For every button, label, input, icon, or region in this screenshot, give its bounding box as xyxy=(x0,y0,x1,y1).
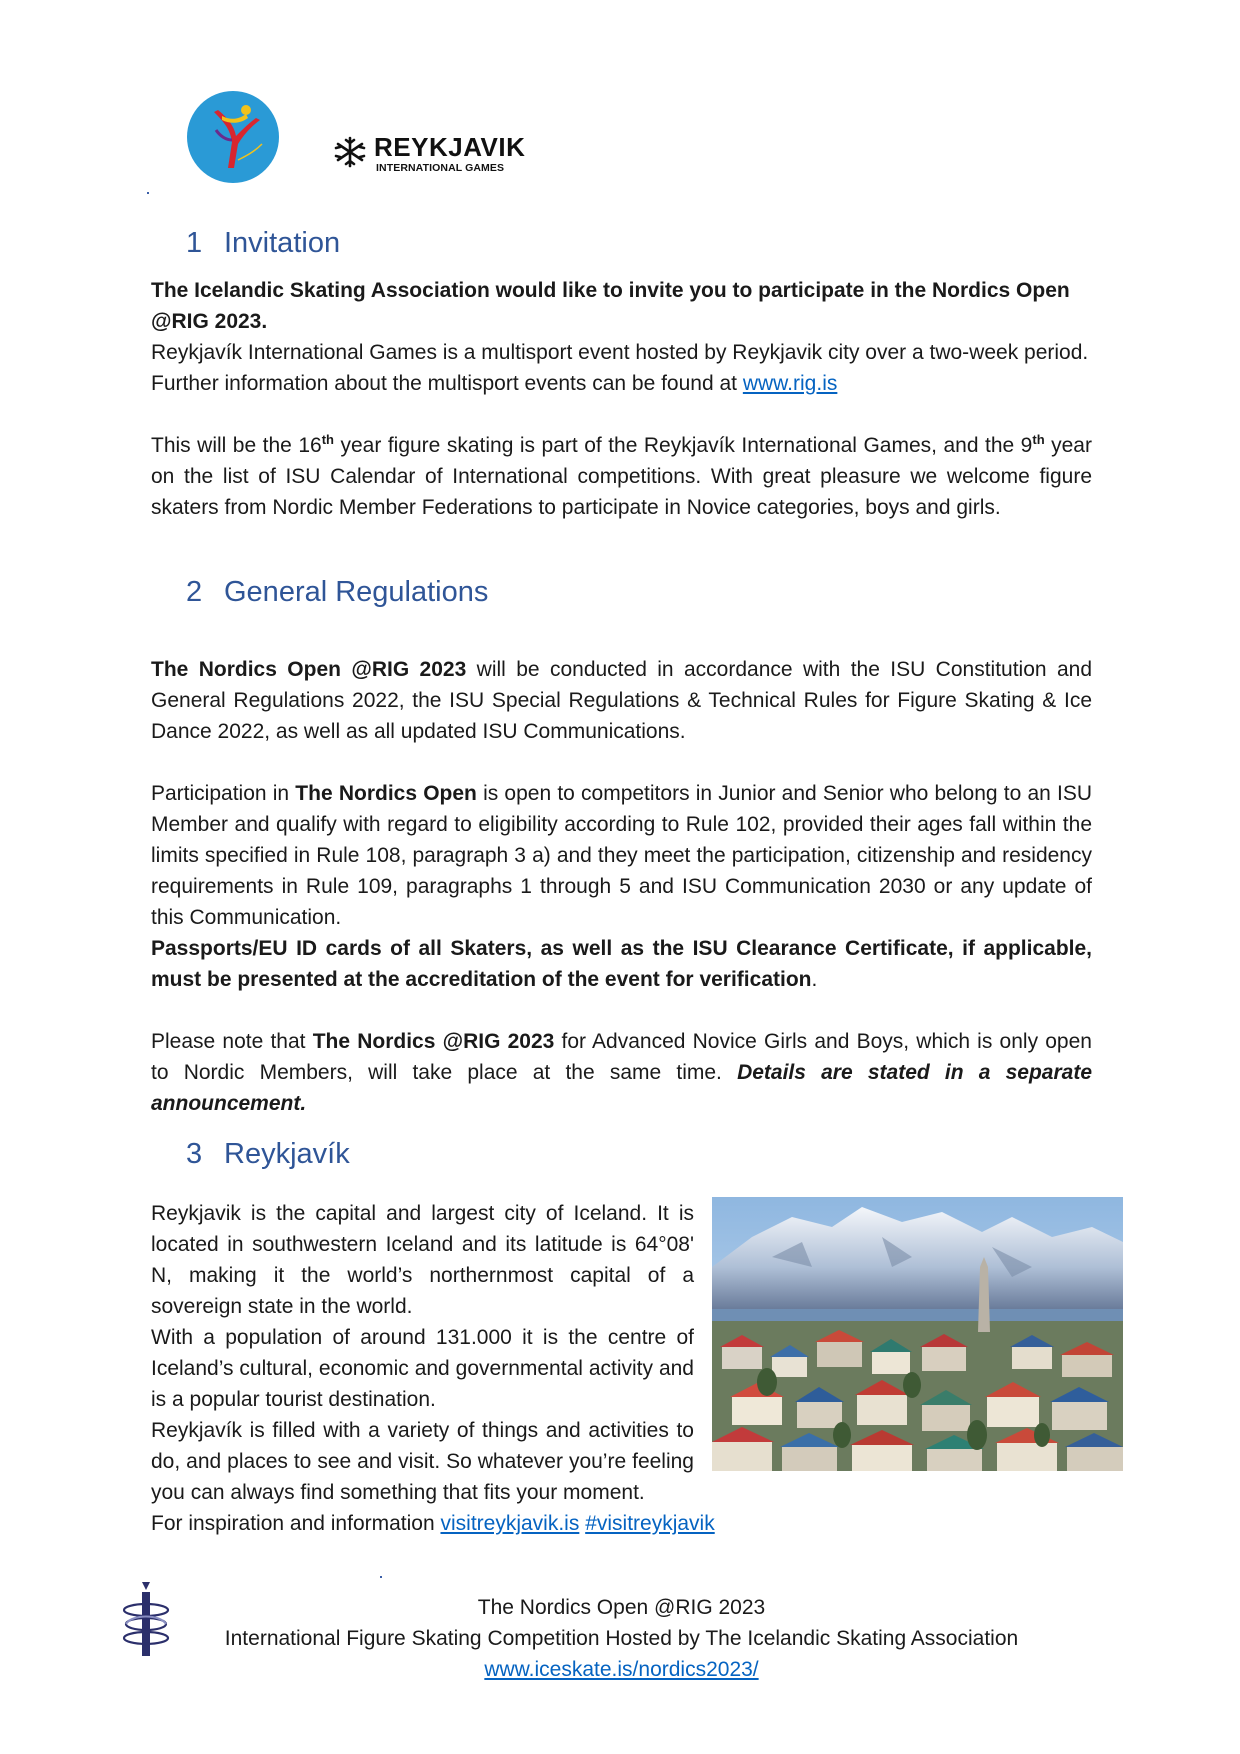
regulations-p2-part-b: is open to competitors in Junior and Senior who belong to an ISU Member and qualify with regard to eligibility according to Rule 102, provided their ages fall within the limits specified in Rule 108, paragraph 3 a) and they meet the participation, citizenship and residency requirements in Rule 109, paragraphs 1 through 5 and ISU Communication 2030 or any update of this Communication. xyxy=(151,782,1093,929)
section-heading-invitation xyxy=(186,225,340,261)
section-title: Invitation xyxy=(224,227,341,259)
superscript-th-2: th xyxy=(1032,432,1045,447)
section-number: 1 xyxy=(186,227,203,259)
reykjavik-links-line xyxy=(151,1508,1092,1539)
invitation-paragraph-2 xyxy=(151,430,1092,523)
reykjavik-games-emblem-icon xyxy=(330,132,370,172)
passport-notice-end: . xyxy=(811,968,818,991)
section-number: 2 xyxy=(186,576,203,608)
footer-line-2: International Figure Skating Competition Hosted by The Icelandic Skating Association xyxy=(224,1627,1019,1650)
logo-word-reykjavik: REYKJAVIK xyxy=(374,132,526,162)
regulations-paragraph-2 xyxy=(151,778,1092,933)
invitation-lead: The Icelandic Skating Association would like to invite you to participate in the Nordics Open @RIG 2023. xyxy=(151,279,1070,333)
decorative-dot xyxy=(380,1576,382,1578)
invitation-p2-part-b: year figure skating is part of the Reykjavík International Games, and the 9 xyxy=(333,434,1033,457)
superscript-th-1: th xyxy=(321,432,334,447)
footer-line-1: The Nordics Open @RIG 2023 xyxy=(477,1596,766,1619)
visitreykjavik-link[interactable]: visitreykjavik.is xyxy=(440,1512,580,1535)
section-title: Reykjavík xyxy=(224,1138,350,1170)
visitreykjavik-hashtag-link[interactable]: #visitreykjavik xyxy=(585,1512,715,1535)
section-heading-reykjavik xyxy=(186,1136,350,1172)
passport-notice-bold: Passports/EU ID cards of all Skaters, as well as the ISU Clearance Certificate, if applicable, must be presented at the accreditation of the event for verification xyxy=(151,937,1092,991)
regulations-p1-text: will be conducted in accordance with the ISU Constitution and General Regulations 2022, the ISU Special Regulations & Technical Rules for Figure Skating & Ice Dance 2022, as well as all updated ISU Communications. xyxy=(151,658,1092,743)
nordics-open-bold: The Nordics Open xyxy=(295,782,477,805)
section-heading-general-regulations xyxy=(186,574,488,610)
reykjavik-paragraph-3: Reykjavík is filled with a variety of things and activities to do, and places to see and visit. So whatever you’re feeling you can always find something that fits your moment. xyxy=(151,1419,694,1504)
regulations-p4-part-b: for Advanced Novice Girls and Boys, which is only open to Nordic Members, will take place at the same time. xyxy=(151,1030,1092,1084)
rig-website-link[interactable]: www.rig.is xyxy=(742,372,838,395)
invitation-body xyxy=(151,275,1092,523)
invitation-p2-part-c: year on the list of ISU Calendar of International competitions. With great pleasure we welcome figure skaters from Nordic Member Federations to participate in Novice categories, boys and girls. xyxy=(151,434,1092,519)
regulations-p4-part-a: Please note that xyxy=(151,1030,313,1053)
section-title: General Regulations xyxy=(224,576,489,608)
page-footer xyxy=(151,1592,1092,1685)
invitation-paragraph-1-text: Reykjavík International Games is a multisport event hosted by Reykjavik city over a two-week period. Further information about the multisport events can be found at xyxy=(151,341,1089,395)
regulations-paragraph-1 xyxy=(151,654,1092,747)
reykjavik-city-photo xyxy=(712,1197,1123,1471)
figure-skater-logo-icon xyxy=(186,90,280,184)
decorative-dot xyxy=(147,192,149,194)
regulations-body xyxy=(151,654,1092,1119)
event-name-bold: The Nordics Open @RIG 2023 xyxy=(151,658,467,681)
footer-website-link[interactable]: www.iceskate.is/nordics2023/ xyxy=(484,1658,759,1681)
nordics-rig-bold: The Nordics @RIG 2023 xyxy=(312,1030,555,1053)
reykjavik-body xyxy=(151,1198,694,1508)
regulations-p2-part-a: Participation in xyxy=(151,782,296,805)
reykjavik-games-logo xyxy=(330,130,530,178)
logo-word-international-games: INTERNATIONAL GAMES xyxy=(376,162,505,174)
separate-announcement-note: Details are stated in a separate announcement. xyxy=(151,1061,1093,1115)
invitation-p2-part-a: This will be the 16 xyxy=(151,434,322,457)
regulations-paragraph-3 xyxy=(151,933,1092,995)
regulations-paragraph-4 xyxy=(151,1026,1092,1119)
inspiration-text: For inspiration and information xyxy=(151,1512,441,1535)
invitation-paragraph-1 xyxy=(151,337,1092,399)
section-number: 3 xyxy=(186,1138,203,1170)
reykjavik-paragraph-2: With a population of around 131.000 it is the centre of Iceland’s cultural, economic and governmental activity and is a popular tourist destination. xyxy=(151,1326,694,1411)
reykjavik-paragraph-1: Reykjavik is the capital and largest city of Iceland. It is located in southwestern Iceland and its latitude is 64°08' N, making it the world’s northernmost capital of a sovereign state in the world. xyxy=(151,1202,694,1318)
